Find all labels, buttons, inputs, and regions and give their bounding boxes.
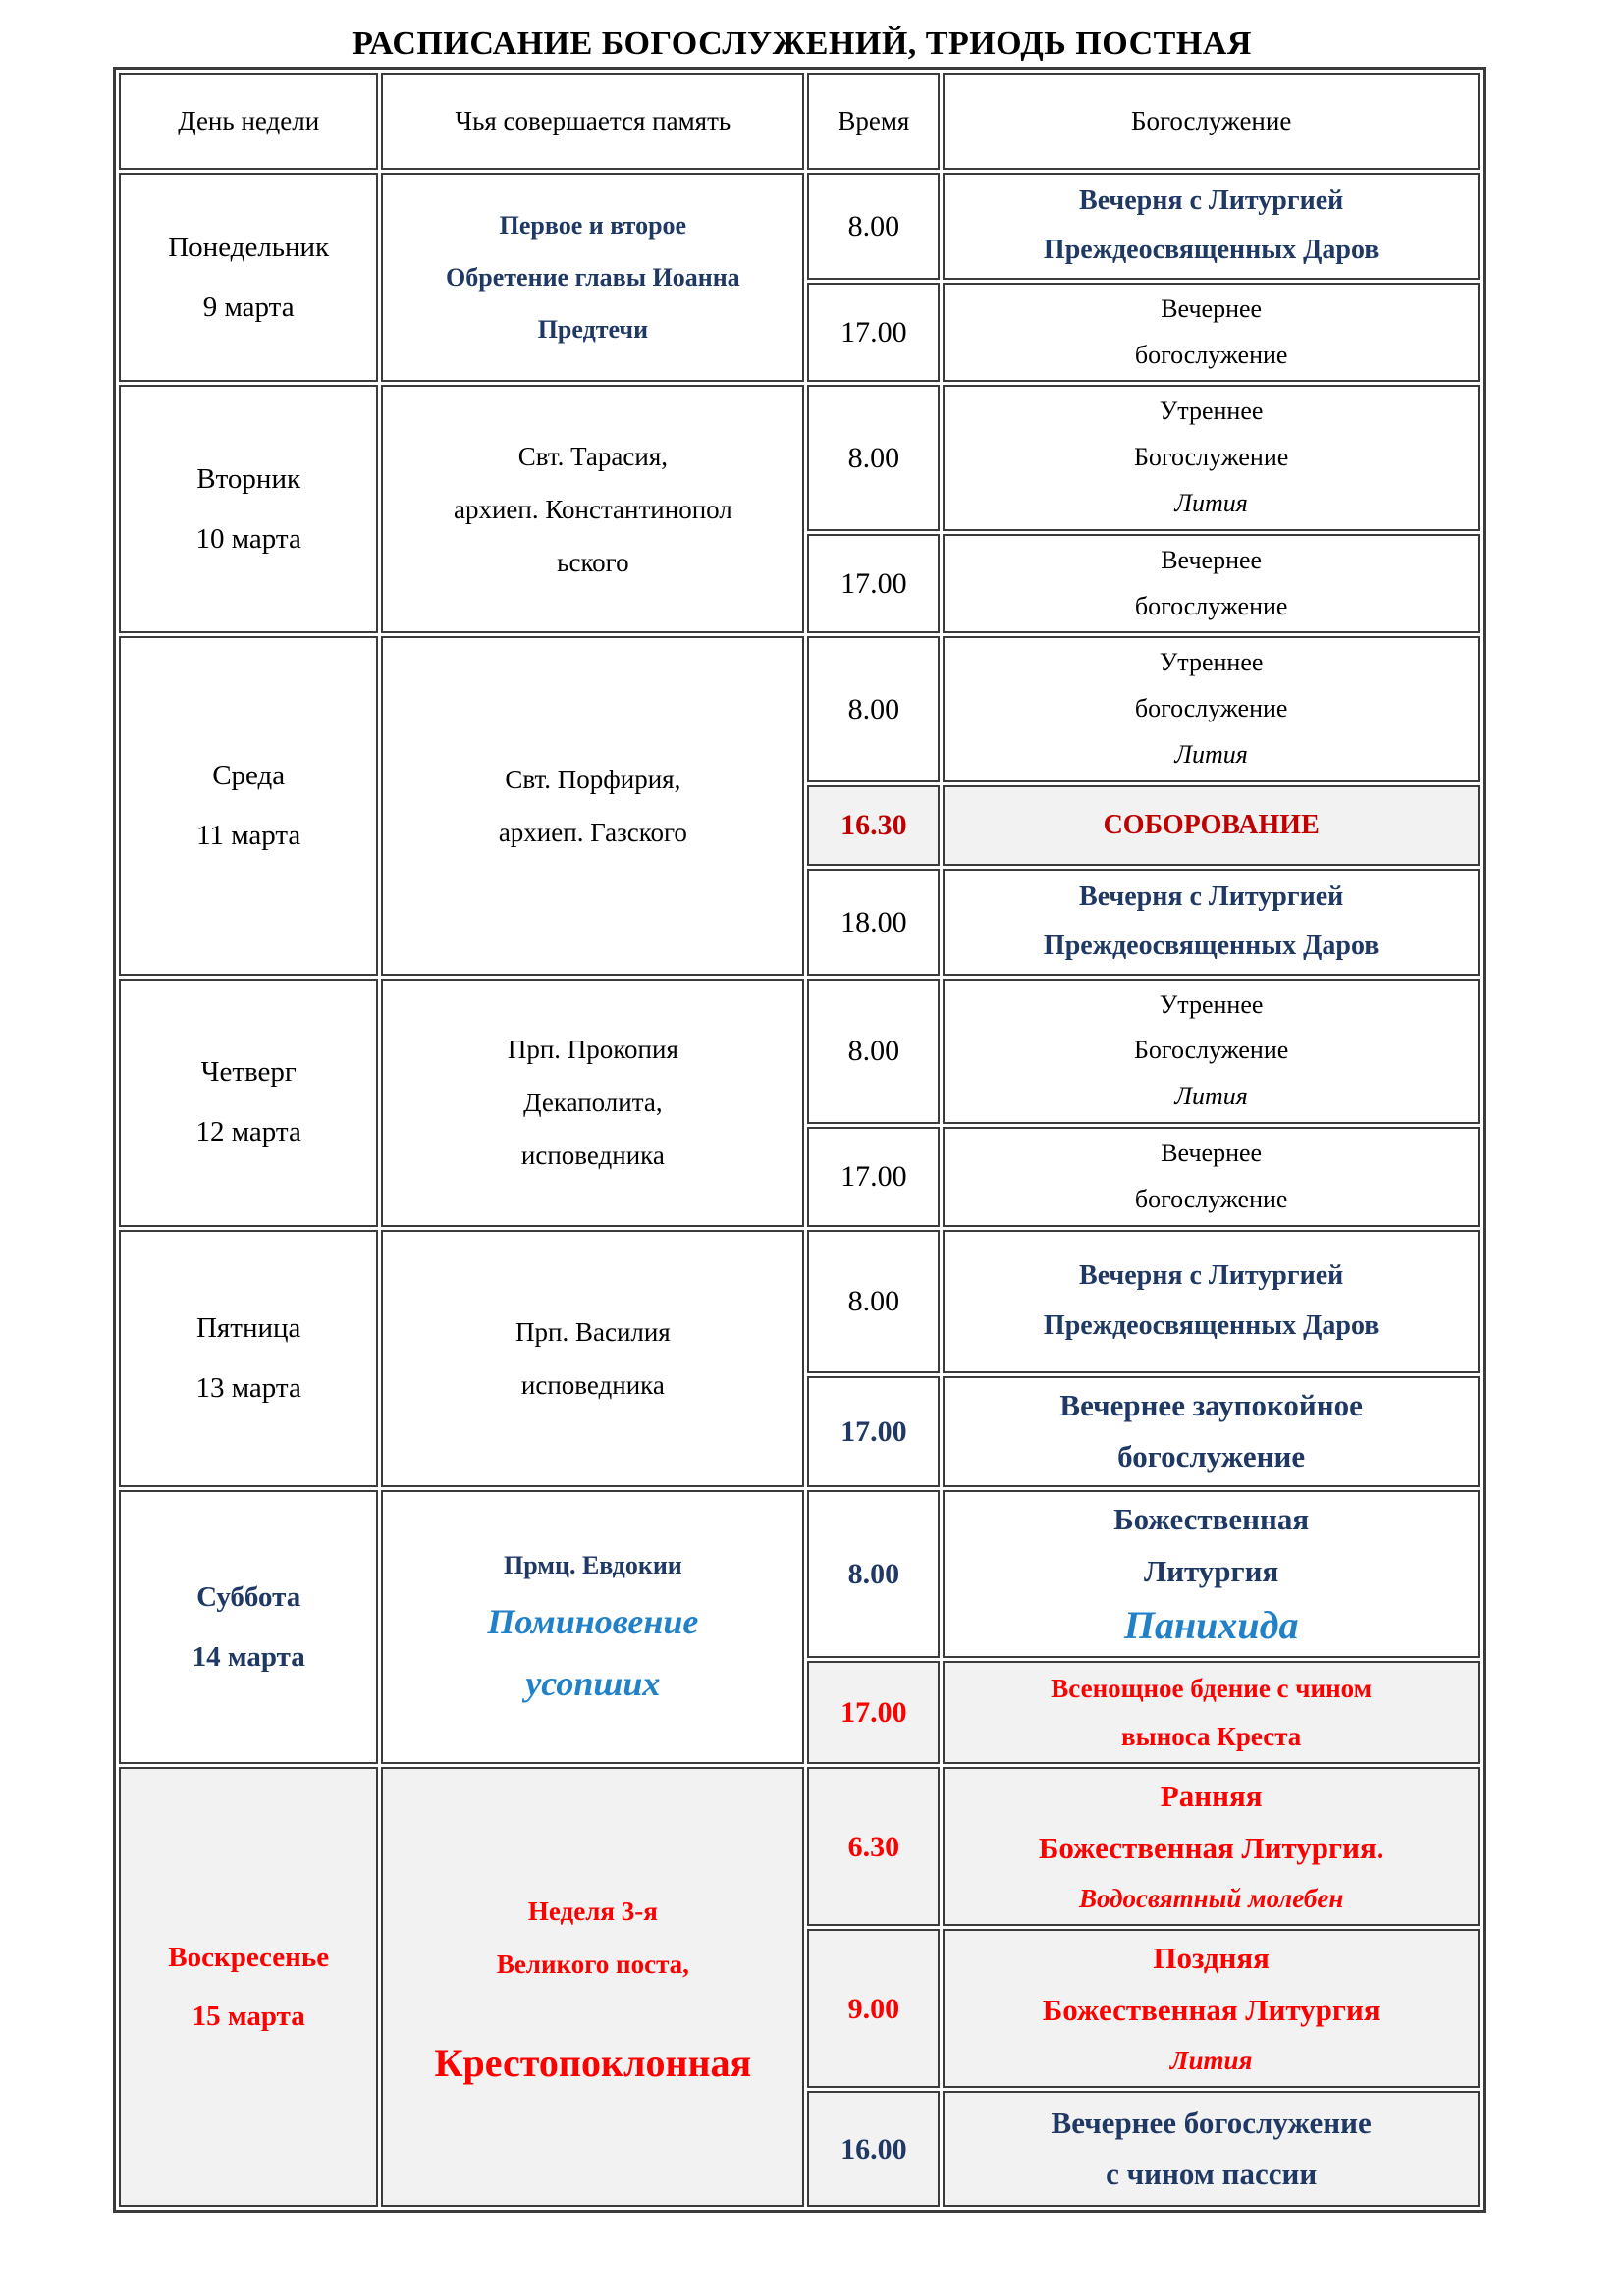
- day-date: 12 марта: [195, 1116, 301, 1148]
- schedule-table: [113, 67, 1486, 2213]
- header-day-label: День недели: [178, 105, 320, 135]
- service-line: Лития: [1174, 739, 1248, 769]
- service-line: Утреннее: [1159, 648, 1264, 677]
- service-cell: [943, 1929, 1480, 2088]
- service-cell: [943, 1376, 1480, 1487]
- service-line: Преждеосвященных Даров: [1043, 235, 1380, 266]
- service-line: Божественная Литургия.: [1038, 1831, 1384, 1866]
- time-cell: [807, 1661, 940, 1764]
- day-name: Пятница: [195, 1311, 301, 1344]
- memory-line: Прп. Прокопия: [507, 1035, 678, 1065]
- table-row: [119, 173, 1480, 280]
- day-cell-friday: [119, 1230, 378, 1487]
- day-cell-saturday: [119, 1490, 378, 1765]
- service-line: Панихида: [1123, 1603, 1299, 1648]
- service-line: Лития: [1174, 1082, 1248, 1111]
- table-row: [119, 385, 1480, 530]
- time-cell: [807, 534, 940, 634]
- time-cell: [807, 1230, 940, 1373]
- header-day-cell: [119, 73, 378, 170]
- day-date: 9 марта: [202, 291, 295, 323]
- time-value: 8.00: [847, 1285, 900, 1318]
- service-line: Богослужение: [1134, 1036, 1289, 1065]
- table-row: [119, 1767, 1480, 1926]
- day-date: 10 марта: [195, 522, 301, 555]
- day-cell-tuesday: [119, 385, 378, 633]
- memory-line: Неделя 3-я: [527, 1896, 658, 1927]
- memory-line: исповедника: [520, 1141, 665, 1171]
- time-value: 17.00: [840, 1160, 907, 1194]
- service-cell: [943, 1661, 1480, 1764]
- day-name: Среда: [212, 760, 286, 792]
- memory-line: усопших: [525, 1664, 661, 1704]
- time-cell: [807, 636, 940, 781]
- time-cell: [807, 785, 940, 866]
- service-cell: [943, 283, 1480, 383]
- day-cell-monday: [119, 173, 378, 382]
- time-cell: [807, 979, 940, 1124]
- header-time-label: Время: [838, 105, 910, 135]
- service-line: Вечерня с Литургией: [1079, 1260, 1344, 1292]
- memory-line: Первое и второе: [499, 210, 687, 240]
- day-name: Вторник: [196, 462, 301, 495]
- time-cell: [807, 1929, 940, 2088]
- service-cell: [943, 1767, 1480, 1926]
- memory-line: архиеп. Константинопол: [453, 494, 732, 524]
- service-line: Вечернее: [1161, 545, 1263, 574]
- time-value: 6.30: [847, 1830, 900, 1863]
- time-value: 9.00: [847, 1992, 900, 2025]
- service-line: Преждеосвященных Даров: [1043, 931, 1380, 962]
- day-name: Четверг: [200, 1056, 297, 1089]
- service-line: богослужение: [1117, 1439, 1306, 1474]
- memory-cell-friday: [381, 1230, 804, 1487]
- service-line: Всенощное бдение с чином: [1051, 1674, 1373, 1704]
- service-line: Водосвятный молебен: [1078, 1883, 1344, 1913]
- memory-line: Обретение главы Иоанна: [446, 263, 740, 293]
- time-cell: [807, 1767, 940, 1926]
- memory-line: Прмц. Евдокии: [503, 1551, 682, 1580]
- day-date: 11 марта: [196, 819, 301, 851]
- header-service-cell: [943, 73, 1480, 170]
- service-cell: [943, 979, 1480, 1124]
- service-cell: [943, 1230, 1480, 1373]
- day-cell-sunday: [119, 1767, 378, 2207]
- memory-cell-wednesday: [381, 636, 804, 975]
- time-value: 16.30: [840, 809, 907, 842]
- memory-cell-thursday: [381, 979, 804, 1227]
- time-value: 18.00: [840, 905, 907, 938]
- memory-line: Поминовение: [487, 1602, 699, 1642]
- time-cell: [807, 173, 940, 280]
- service-line: Вечерня с Литургией: [1079, 186, 1344, 216]
- service-line: Вечернее богослужение: [1051, 2105, 1372, 2140]
- memory-line: Великого поста,: [496, 1949, 689, 1980]
- time-value: 8.00: [847, 209, 900, 242]
- service-cell: [943, 534, 1480, 634]
- memory-cell-monday: [381, 173, 804, 382]
- day-name: Воскресенье: [168, 1941, 330, 1973]
- table-row: [119, 1230, 1480, 1373]
- service-line: СОБОРОВАНИЕ: [1103, 809, 1320, 840]
- memory-line: архиеп. Газского: [498, 817, 687, 847]
- header-memory-cell: [381, 73, 804, 170]
- service-line: Лития: [1174, 488, 1248, 517]
- memory-line: Прп. Василия: [515, 1316, 671, 1347]
- service-line: Вечернее: [1161, 294, 1263, 323]
- day-name: Понедельник: [168, 231, 330, 263]
- time-cell: [807, 1376, 940, 1487]
- day-cell-thursday: [119, 979, 378, 1227]
- service-cell: [943, 1490, 1480, 1658]
- service-cell: [943, 636, 1480, 781]
- service-line: Утреннее: [1159, 989, 1264, 1019]
- time-value: 8.00: [847, 1558, 900, 1591]
- time-cell: [807, 385, 940, 530]
- memory-line: Декаполита,: [523, 1088, 663, 1118]
- header-memory-label: Чья совершается память: [455, 105, 731, 135]
- time-cell: [807, 283, 940, 383]
- day-cell-wednesday: [119, 636, 378, 975]
- service-line: Вечернее: [1161, 1138, 1263, 1167]
- header-time-cell: [807, 73, 940, 170]
- service-cell: [943, 385, 1480, 530]
- memory-line: Предтечи: [537, 315, 649, 345]
- service-cell: [943, 869, 1480, 976]
- memory-line: ьского: [557, 547, 629, 577]
- day-date: 14 марта: [191, 1640, 305, 1673]
- day-date: 13 марта: [195, 1371, 301, 1404]
- memory-cell-sunday: [381, 1767, 804, 2207]
- time-cell: [807, 2091, 940, 2207]
- service-line: Утреннее: [1159, 397, 1264, 426]
- service-line: Лития: [1169, 2045, 1253, 2075]
- service-cell: [943, 2091, 1480, 2207]
- memory-cell-saturday: [381, 1490, 804, 1765]
- time-value: 17.00: [840, 316, 907, 349]
- service-line: богослужение: [1134, 340, 1288, 369]
- header-service-label: Богослужение: [1130, 105, 1292, 135]
- time-value: 8.00: [847, 1035, 900, 1068]
- memory-line: Свт. Тарасия,: [517, 441, 668, 471]
- service-line: Литургия: [1144, 1553, 1279, 1588]
- memory-cell-tuesday: [381, 385, 804, 633]
- time-cell: [807, 1490, 940, 1658]
- day-date: 15 марта: [191, 2001, 305, 2033]
- time-value: 17.00: [840, 567, 907, 601]
- memory-line: Свт. Порфирия,: [505, 764, 681, 794]
- day-name: Суббота: [196, 1580, 301, 1613]
- service-cell: [943, 173, 1480, 280]
- page-title: РАСПИСАНИЕ БОГОСЛУЖЕНИЙ, ТРИОДЬ ПОСТНАЯ: [352, 26, 1252, 62]
- service-line: Преждеосвященных Даров: [1043, 1309, 1380, 1341]
- service-cell: [943, 785, 1480, 866]
- service-line: Поздняя: [1153, 1941, 1270, 1976]
- table-row: [119, 636, 1480, 781]
- service-line: Божественная Литургия: [1042, 1993, 1380, 2028]
- service-line: с чином пассии: [1106, 2157, 1318, 2192]
- memory-line: исповедника: [520, 1369, 665, 1400]
- service-line: Божественная: [1113, 1501, 1310, 1536]
- table-row: [119, 979, 1480, 1124]
- service-line: Вечерня с Литургией: [1079, 881, 1344, 912]
- time-cell: [807, 869, 940, 976]
- service-line: Вечернее заупокойное: [1059, 1387, 1363, 1422]
- time-value: 17.00: [840, 1415, 907, 1448]
- table-row: [119, 1490, 1480, 1658]
- service-line: выноса Креста: [1121, 1721, 1302, 1751]
- time-value: 8.00: [847, 442, 900, 475]
- service-cell: [943, 1127, 1480, 1227]
- time-cell: [807, 1127, 940, 1227]
- memory-line: Крестопоклонная: [434, 2041, 752, 2086]
- service-line: богослужение: [1134, 591, 1288, 620]
- table-header-row: [119, 73, 1480, 170]
- service-line: Ранняя: [1160, 1779, 1263, 1814]
- time-value: 16.00: [840, 2132, 907, 2165]
- service-line: Богослужение: [1134, 443, 1289, 472]
- time-value: 8.00: [847, 693, 900, 726]
- service-line: богослужение: [1134, 1184, 1288, 1213]
- service-line: богослужение: [1134, 694, 1288, 723]
- time-value: 17.00: [840, 1696, 907, 1730]
